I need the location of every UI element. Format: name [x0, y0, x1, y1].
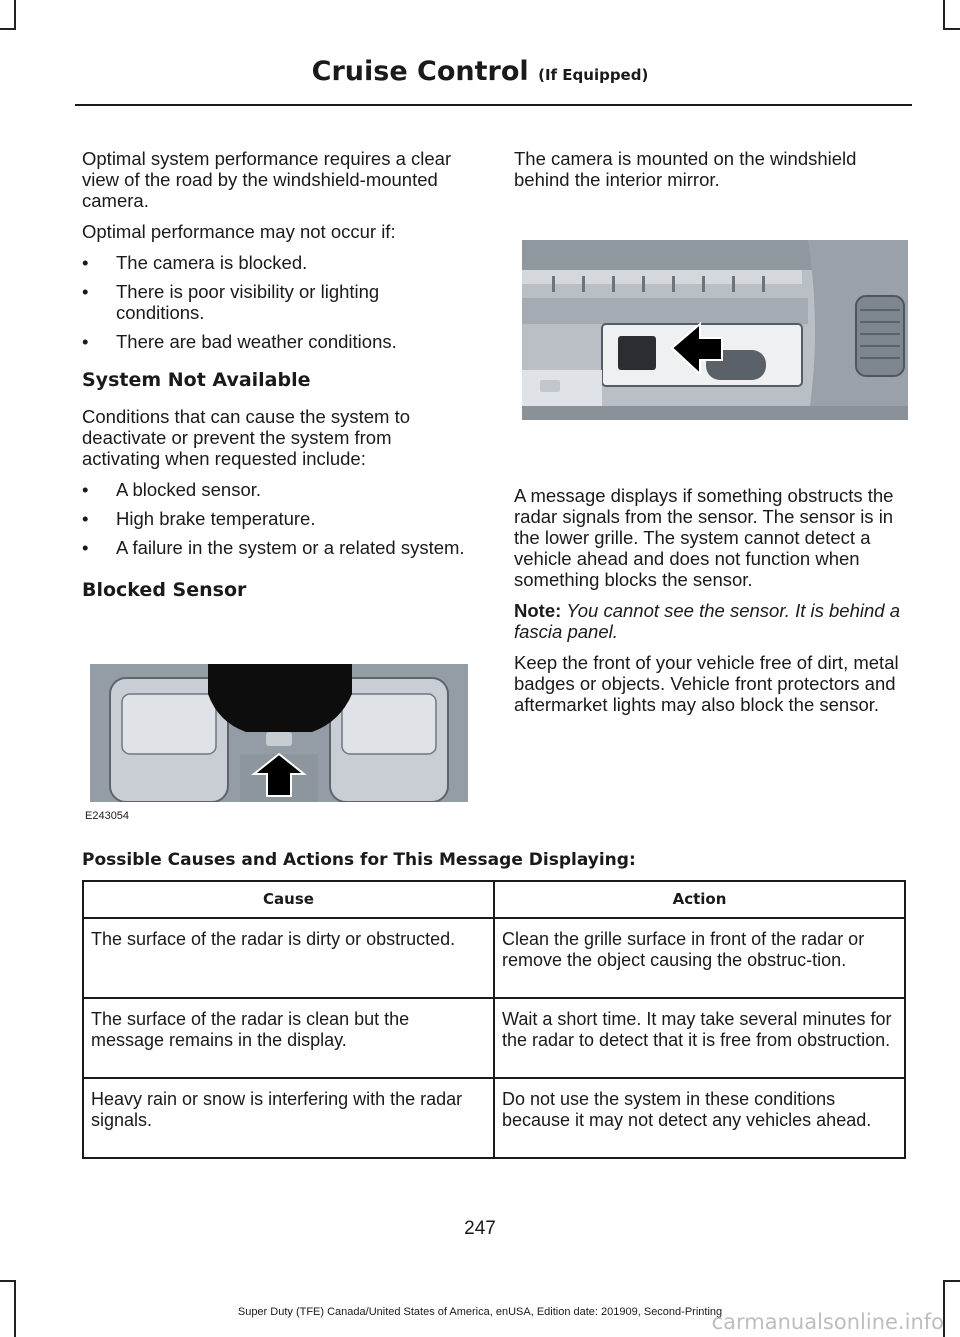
grille-sensor-illustration	[522, 240, 908, 420]
list-item-text: There is poor visibility or lighting conditions.	[116, 281, 380, 323]
bullet-glyph: •	[82, 281, 89, 302]
page-number: 247	[464, 1218, 496, 1239]
action-cell: Wait a short time. It may take several minutes for the radar to detect that it is free from obstruction.	[494, 998, 905, 1078]
table-row	[83, 998, 905, 1078]
keep-clear-paragraph: Keep the front of your vehicle free of dirt, metal badges or objects. Vehicle front protectors and aftermarket lights may also block the sensor.	[514, 652, 899, 715]
crop-mark	[943, 1280, 960, 1282]
list-item	[82, 479, 472, 500]
conditions-list	[82, 252, 472, 352]
section-list	[82, 479, 472, 558]
list-item	[82, 537, 472, 558]
crop-mark	[0, 1280, 16, 1282]
right-column-top	[514, 148, 912, 200]
left-column	[82, 148, 472, 616]
causes-actions-table	[82, 880, 906, 1159]
note-label: Note:	[514, 600, 562, 621]
cause-cell: The surface of the radar is dirty or obstructed.	[83, 918, 494, 998]
cause-cell: The surface of the radar is clean but the message remains in the display.	[83, 998, 494, 1078]
list-item-text: A failure in the system or a related system.	[116, 537, 465, 558]
camera-location-illustration	[90, 664, 468, 802]
cause-cell: Heavy rain or snow is interfering with the radar signals.	[83, 1078, 494, 1158]
page-title-subtitle: (If Equipped)	[538, 66, 649, 84]
bullet-glyph: •	[82, 252, 89, 273]
bullet-glyph: •	[82, 537, 89, 558]
page-title-main: Cruise Control	[311, 56, 529, 87]
section-heading-blocked-sensor: Blocked Sensor	[82, 579, 247, 601]
action-cell: Do not use the system in these conditions because it may not detect any vehicles ahead.	[494, 1078, 905, 1158]
crop-mark	[0, 28, 16, 30]
section-heading-system-not-available: System Not Available	[82, 369, 311, 391]
crop-mark	[943, 28, 960, 30]
action-cell: Clean the grille surface in front of the radar or remove the object causing the obstruc-tion.	[494, 918, 905, 998]
watermark: carmanualsonline.info	[711, 1310, 944, 1334]
footer-edition-text: Super Duty (TFE) Canada/United States of America, enUSA, Edition date: 201909, Second-Printing	[237, 1306, 723, 1318]
header-divider	[75, 104, 912, 106]
list-item-text: There are bad weather conditions.	[116, 331, 397, 352]
list-item-text: The camera is blocked.	[116, 252, 308, 273]
note-text: You cannot see the sensor. It is behind a fascia panel.	[514, 600, 900, 642]
figure-label: E243054	[85, 810, 130, 822]
conditions-lead: Optimal performance may not occur if:	[82, 221, 396, 242]
interior-seats-drawing	[90, 664, 468, 802]
right-column-bottom	[514, 485, 912, 725]
bullet-glyph: •	[82, 508, 89, 529]
front-grille-drawing	[522, 240, 908, 420]
list-item	[82, 331, 472, 352]
list-item	[82, 508, 472, 529]
table-row	[83, 1078, 905, 1158]
column-header-action: Action	[494, 881, 905, 918]
column-header-cause: Cause	[83, 881, 494, 918]
bullet-glyph: •	[82, 331, 89, 352]
table-row	[83, 918, 905, 998]
list-item	[82, 281, 472, 323]
radar-message-paragraph: A message displays if something obstructs the radar signals from the sensor. The sensor is in the lower grille. The system cannot detect a vehicle ahead and does not function when something blocks the sensor.	[514, 485, 894, 590]
intro-paragraph: Optimal system performance requires a clear view of the road by the windshield-mounted camera.	[82, 148, 452, 211]
list-item-text: A blocked sensor.	[116, 479, 262, 500]
list-item-text: High brake temperature.	[116, 508, 316, 529]
page-title	[0, 56, 960, 87]
list-item	[82, 252, 472, 273]
bullet-glyph: •	[82, 479, 89, 500]
crop-mark	[14, 0, 16, 30]
crop-mark	[943, 0, 945, 30]
camera-location-paragraph: The camera is mounted on the windshield behind the interior mirror.	[514, 148, 857, 190]
note-paragraph	[514, 600, 912, 642]
table-title: Possible Causes and Actions for This Message Displaying:	[82, 850, 636, 870]
section-intro: Conditions that can cause the system to deactivate or prevent the system from activating when requested include:	[82, 406, 411, 469]
table-header-row	[83, 881, 905, 918]
